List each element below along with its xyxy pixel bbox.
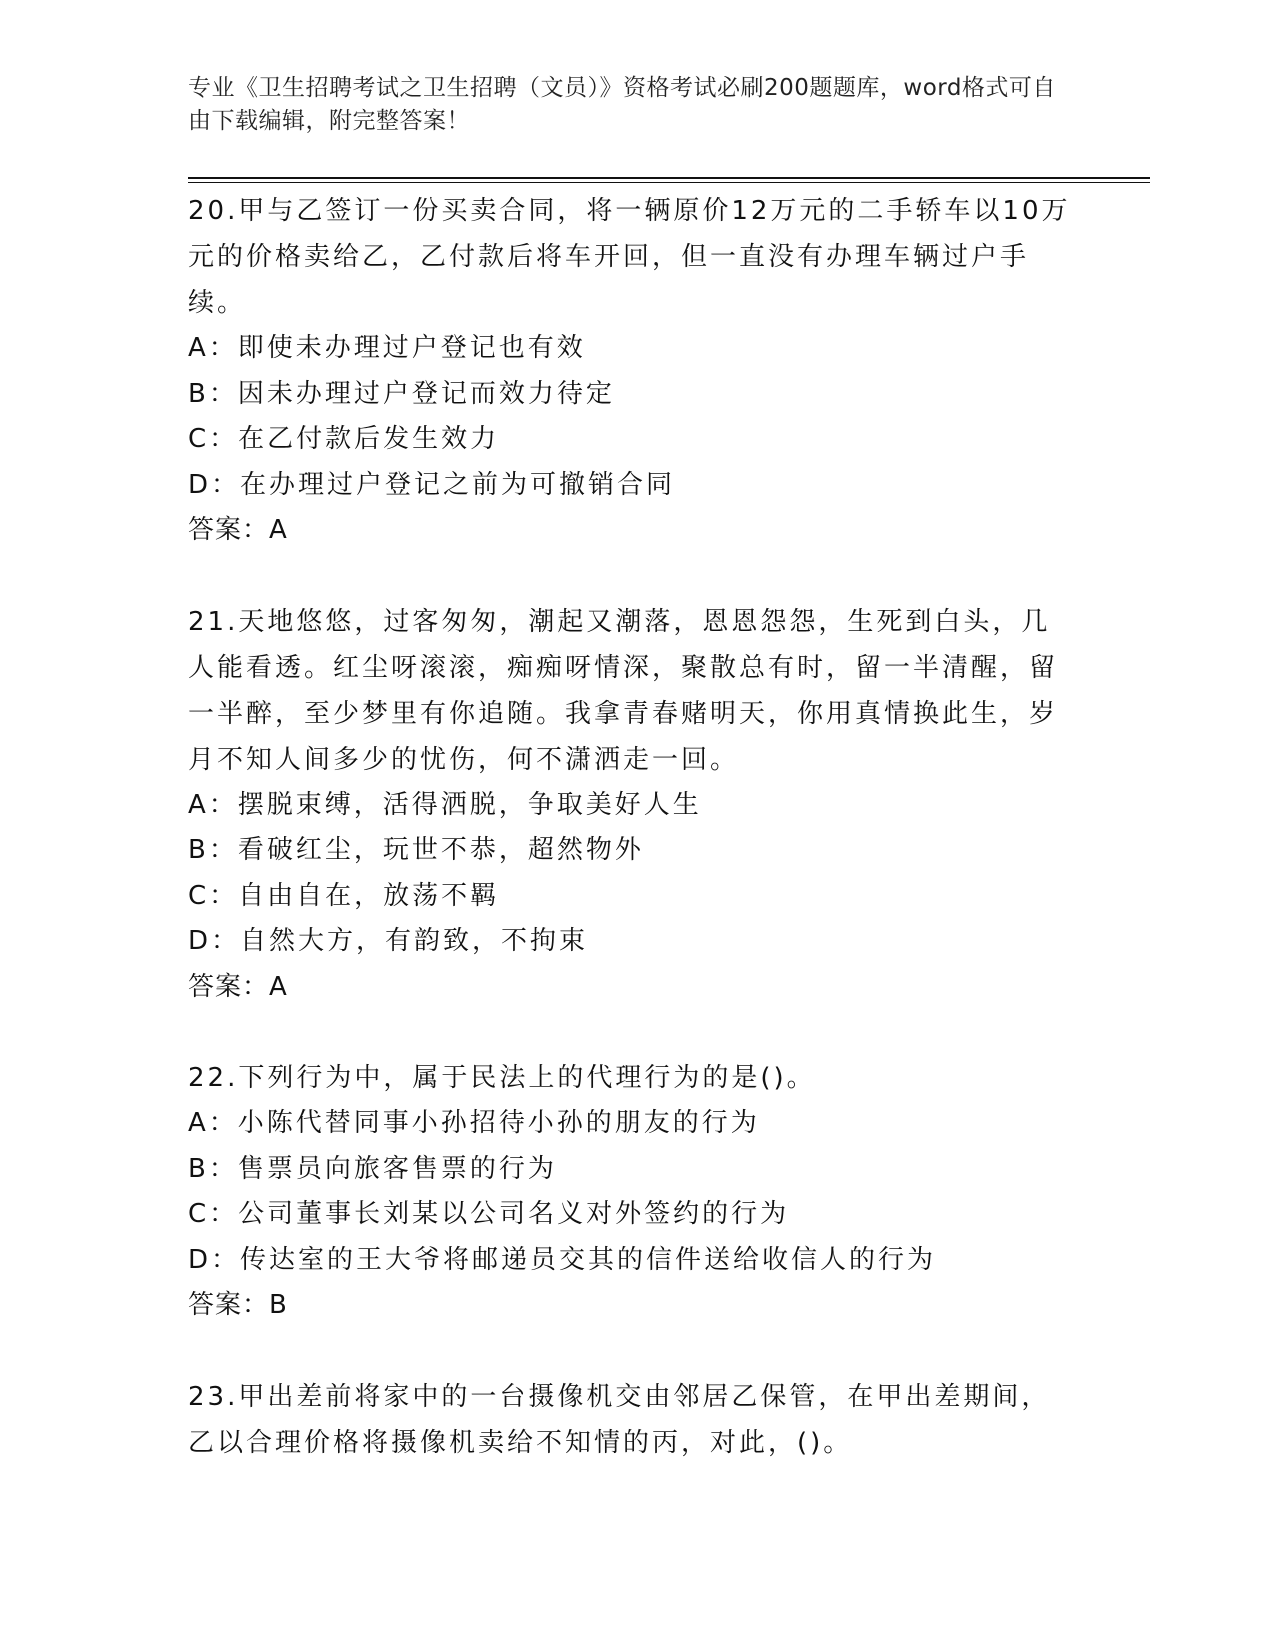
header-divider-thin	[188, 182, 1150, 183]
answer-label: 答案：A	[188, 971, 288, 1002]
question-spacer	[188, 1010, 1073, 1055]
option-b: B：因未办理过户登记而效力待定	[188, 378, 615, 409]
option-a: A：即使未办理过户登记也有效	[188, 333, 586, 363]
header-divider-thick	[188, 177, 1150, 179]
option-d: D：传达室的王大爷将邮递员交其的信件送给收信人的行为	[188, 1244, 937, 1275]
question-text: 23.甲出差前将家中的一台摄像机交由邻居乙保管，在甲出差期间，乙以合理价格将摄像机卖给不知情的丙，对此，()。	[188, 1381, 1051, 1458]
answer-label: 答案：A	[188, 515, 288, 545]
option-a: A：小陈代替同事小孙招待小孙的朋友的行为	[188, 1108, 760, 1138]
question-20	[188, 188, 1073, 554]
option-c: C：在乙付款后发生效力	[188, 424, 500, 454]
question-23	[188, 1374, 1073, 1466]
option-c: C：自由自在，放荡不羁	[188, 880, 500, 911]
question-list	[188, 188, 1073, 1466]
option-b: B：售票员向旅客售票的行为	[188, 1153, 557, 1184]
option-a: A：摆脱束缚，活得洒脱，争取美好人生	[188, 789, 702, 820]
question-text: 21.天地悠悠，过客匆匆，潮起又潮落，恩恩怨怨，生死到白头，几人能看透。红尘呀滚滚，痴痴呀情深，聚散总有时，留一半清醒，留一半醉，至少梦里有你追随。我拿青春赌明天，你用真情换此生，岁月不知人间多少的忧伤，何不潇洒走一回。	[188, 606, 1059, 775]
question-22	[188, 1055, 1073, 1329]
answer-label: 答案：B	[188, 1290, 288, 1320]
question-21	[188, 599, 1073, 1011]
page-header-title: 专业《卫生招聘考试之卫生招聘（文员）》资格考试必刷200题题库，word格式可自由下载编辑，附完整答案！	[188, 75, 1056, 134]
option-d: D：在办理过户登记之前为可撤销合同	[188, 469, 676, 500]
option-c: C：公司董事长刘某以公司名义对外签约的行为	[188, 1199, 790, 1229]
option-d: D：自然大方，有韵致，不拘束	[188, 926, 589, 956]
question-text: 22.下列行为中，属于民法上的代理行为的是()。	[188, 1063, 816, 1093]
question-spacer	[188, 1329, 1073, 1374]
question-text: 20.甲与乙签订一份买卖合同，将一辆原价12万元的二手轿车以10万元的价格卖给乙，乙付款后将车开回，但一直没有办理车辆过户手续。	[188, 196, 1071, 318]
question-spacer	[188, 554, 1073, 599]
option-b: B：看破红尘，玩世不恭，超然物外	[188, 835, 644, 865]
